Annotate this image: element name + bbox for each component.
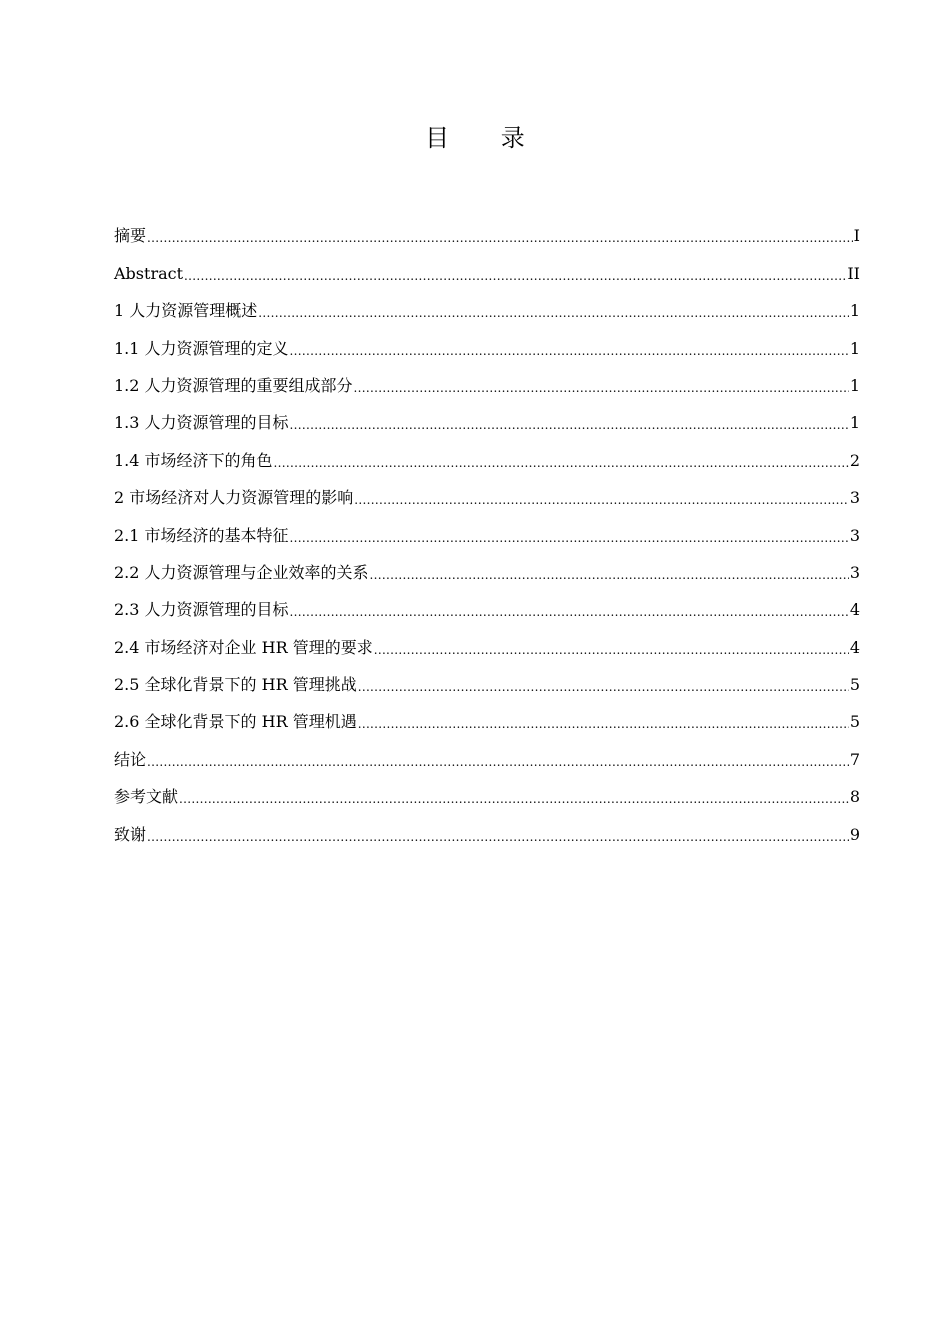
toc-entry-label: 摘要 (114, 226, 147, 246)
dot-leader (354, 376, 849, 396)
toc-entry-chapter-1[interactable] (114, 288, 860, 325)
toc-entry-label: Abstract (114, 263, 184, 283)
toc-entry-page: 5 (849, 712, 860, 732)
dot-leader (358, 675, 849, 695)
toc-entry-section-2-3[interactable] (114, 587, 860, 624)
dot-leader (354, 488, 849, 508)
toc-entry-label: 1.3 人力资源管理的目标 (114, 413, 289, 433)
toc-entry-page: 1 (849, 375, 860, 395)
toc-entry-section-1-3[interactable] (114, 400, 860, 437)
toc-entry-label: 2.2 人力资源管理与企业效率的关系 (114, 562, 369, 582)
toc-entry-page: 1 (849, 338, 860, 358)
toc-entry-label: 2.4 市场经济对企业 HR 管理的要求 (114, 637, 373, 657)
dot-leader (179, 787, 849, 807)
dot-leader (147, 750, 849, 770)
dot-leader (290, 600, 849, 620)
toc-entry-page: 3 (849, 562, 860, 582)
toc-entry-label: 1.4 市场经济下的角色 (114, 450, 273, 470)
dot-leader (184, 264, 846, 284)
toc-entry-page: 1 (849, 301, 860, 321)
toc-entry-page: 8 (849, 787, 860, 807)
dot-leader (290, 339, 849, 359)
dot-leader (374, 638, 849, 658)
toc-entry-conclusion[interactable] (114, 736, 860, 773)
page-title: 目 录 (425, 124, 547, 152)
dot-leader (370, 563, 849, 583)
toc-entry-section-2-1[interactable] (114, 512, 860, 549)
toc-entry-label: 1.1 人力资源管理的定义 (114, 338, 289, 358)
toc-entry-page: II (847, 263, 860, 283)
toc-entry-page: 7 (849, 749, 860, 769)
toc-entry-page: I (853, 226, 860, 246)
toc-entry-abstract-cn[interactable] (114, 213, 860, 250)
toc-entry-section-2-5[interactable] (114, 662, 860, 699)
toc-entry-page: 4 (849, 637, 860, 657)
toc-entry-section-2-2[interactable] (114, 550, 860, 587)
toc-entry-page: 2 (849, 450, 860, 470)
toc-entry-label: 2.1 市场经济的基本特征 (114, 525, 289, 545)
toc-entry-references[interactable] (114, 774, 860, 811)
dot-leader (147, 825, 849, 845)
toc-entry-section-2-6[interactable] (114, 699, 860, 736)
toc-entry-page: 4 (849, 600, 860, 620)
toc-entry-section-2-4[interactable] (114, 624, 860, 661)
toc-entry-section-1-2[interactable] (114, 363, 860, 400)
dot-leader (358, 712, 849, 732)
toc-entry-section-1-4[interactable] (114, 437, 860, 474)
toc-entry-label: 2.6 全球化背景下的 HR 管理机遇 (114, 712, 357, 732)
dot-leader (258, 301, 849, 321)
toc-entry-page: 5 (849, 675, 860, 695)
toc-entry-label: 1.2 人力资源管理的重要组成部分 (114, 375, 353, 395)
toc-entry-abstract-en[interactable] (114, 250, 860, 287)
toc-entry-label: 2.3 人力资源管理的目标 (114, 600, 289, 620)
table-of-contents (114, 213, 860, 849)
toc-entry-chapter-2[interactable] (114, 475, 860, 512)
toc-entry-label: 参考文献 (114, 787, 179, 807)
dot-leader (274, 451, 849, 471)
toc-entry-label: 结论 (114, 749, 147, 769)
toc-entry-page: 3 (849, 525, 860, 545)
toc-entry-label: 1 人力资源管理概述 (114, 301, 258, 321)
dot-leader (290, 413, 849, 433)
toc-entry-page: 9 (849, 824, 860, 844)
toc-entry-section-1-1[interactable] (114, 325, 860, 362)
toc-entry-label: 2 市场经济对人力资源管理的影响 (114, 488, 354, 508)
toc-entry-label: 2.5 全球化背景下的 HR 管理挑战 (114, 675, 357, 695)
dot-leader (147, 226, 853, 246)
dot-leader (290, 526, 849, 546)
toc-entry-page: 3 (849, 488, 860, 508)
toc-entry-acknowledgements[interactable] (114, 811, 860, 848)
toc-entry-page: 1 (849, 413, 860, 433)
toc-entry-label: 致谢 (114, 824, 147, 844)
